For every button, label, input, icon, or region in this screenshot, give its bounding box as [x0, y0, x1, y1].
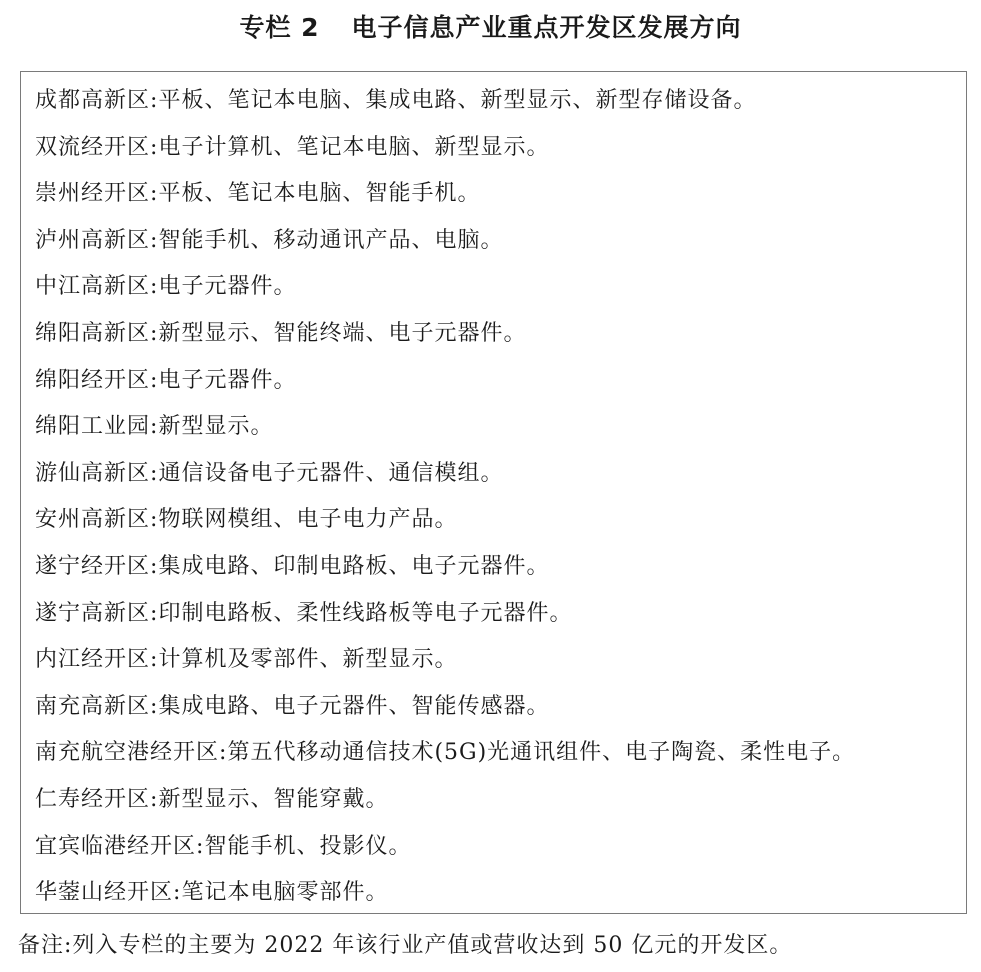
- entry-row: [35, 78, 966, 125]
- zone-direction: 平板、笔记本电脑、集成电路、新型显示、新型存储设备。: [158, 88, 757, 113]
- entry-row: [35, 544, 966, 591]
- zone-name: 仁寿经开区: [35, 786, 151, 812]
- entry-list: [35, 78, 966, 917]
- entry-row: [35, 451, 966, 498]
- separator: :: [150, 88, 159, 113]
- zone-name: 绵阳经开区: [35, 367, 151, 393]
- box-title-label: 专栏 2: [239, 13, 320, 42]
- zone-name: 安州高新区: [35, 507, 151, 533]
- separator: :: [150, 600, 159, 626]
- entry-row: [35, 218, 966, 265]
- entry-row: [35, 824, 966, 871]
- separator: :: [173, 880, 182, 906]
- zone-direction: 通信设备电子元器件、通信模组。: [158, 460, 504, 486]
- separator: :: [150, 320, 159, 346]
- entry-row: [35, 264, 966, 311]
- separator: :: [196, 833, 205, 859]
- zone-name: 成都高新区: [35, 88, 151, 113]
- entry-row: [35, 404, 966, 451]
- separator: :: [150, 181, 159, 207]
- zone-name: 南充航空港经开区: [35, 740, 220, 766]
- separator: :: [219, 740, 228, 766]
- separator: :: [150, 507, 159, 533]
- zone-direction: 集成电路、印制电路板、电子元器件。: [158, 553, 550, 579]
- zone-direction: 新型显示、智能穿戴。: [158, 786, 389, 812]
- zone-direction: 智能手机、投影仪。: [204, 833, 412, 859]
- zone-name: 华蓥山经开区: [35, 880, 174, 906]
- entry-row: [35, 637, 966, 684]
- entry-row: [35, 591, 966, 638]
- box-title: [0, 6, 981, 46]
- entry-row: [35, 171, 966, 218]
- entry-row: [35, 777, 966, 824]
- zone-direction: 新型显示、智能终端、电子元器件。: [158, 320, 527, 346]
- zone-direction: 电子元器件。: [158, 367, 297, 393]
- zone-name: 双流经开区: [35, 134, 151, 160]
- zone-name: 内江经开区: [35, 647, 151, 673]
- zone-direction: 智能手机、移动通讯产品、电脑。: [158, 227, 504, 253]
- zone-direction: 电子元器件。: [158, 274, 297, 300]
- separator: :: [150, 786, 159, 812]
- zone-direction: 笔记本电脑零部件。: [181, 880, 389, 906]
- separator: :: [150, 414, 159, 440]
- zone-direction: 电子计算机、笔记本电脑、新型显示。: [158, 134, 550, 160]
- zone-name: 遂宁高新区: [35, 600, 151, 626]
- entry-row: [35, 684, 966, 731]
- box-title-text: 电子信息产业重点开发区发展方向: [351, 13, 742, 42]
- zone-name: 宜宾临港经开区: [35, 833, 197, 859]
- zone-direction: 物联网模组、电子电力产品。: [158, 507, 458, 533]
- zone-direction: 印制电路板、柔性线路板等电子元器件。: [158, 600, 573, 626]
- separator: :: [150, 553, 159, 579]
- separator: :: [150, 274, 159, 300]
- entry-row: [35, 311, 966, 358]
- zone-direction: 第五代移动通信技术(5G)光通讯组件、电子陶瓷、柔性电子。: [227, 740, 856, 766]
- entry-row: [35, 730, 966, 777]
- zone-direction: 计算机及零部件、新型显示。: [158, 647, 458, 673]
- separator: :: [150, 134, 159, 160]
- zone-name: 游仙高新区: [35, 460, 151, 486]
- entry-row: [35, 870, 966, 917]
- separator: :: [150, 460, 159, 486]
- zone-direction: 新型显示。: [158, 414, 274, 440]
- entry-row: [35, 125, 966, 172]
- separator: :: [150, 693, 159, 719]
- footnote: 备注:列入专栏的主要为 2022 年该行业产值或营收达到 50 亿元的开发区。: [18, 933, 793, 958]
- zone-name: 遂宁经开区: [35, 553, 151, 579]
- zone-name: 绵阳高新区: [35, 320, 151, 346]
- entry-row: [35, 358, 966, 405]
- zone-name: 泸州高新区: [35, 227, 151, 253]
- zone-direction: 集成电路、电子元器件、智能传感器。: [158, 693, 550, 719]
- zone-name: 崇州经开区: [35, 181, 151, 207]
- zone-name: 绵阳工业园: [35, 414, 151, 440]
- separator: :: [150, 647, 159, 673]
- zone-name: 南充高新区: [35, 693, 151, 719]
- entry-row: [35, 497, 966, 544]
- zone-name: 中江高新区: [35, 274, 151, 300]
- zone-direction: 平板、笔记本电脑、智能手机。: [158, 181, 481, 207]
- separator: :: [150, 227, 159, 253]
- content-box: [20, 71, 967, 914]
- separator: :: [150, 367, 159, 393]
